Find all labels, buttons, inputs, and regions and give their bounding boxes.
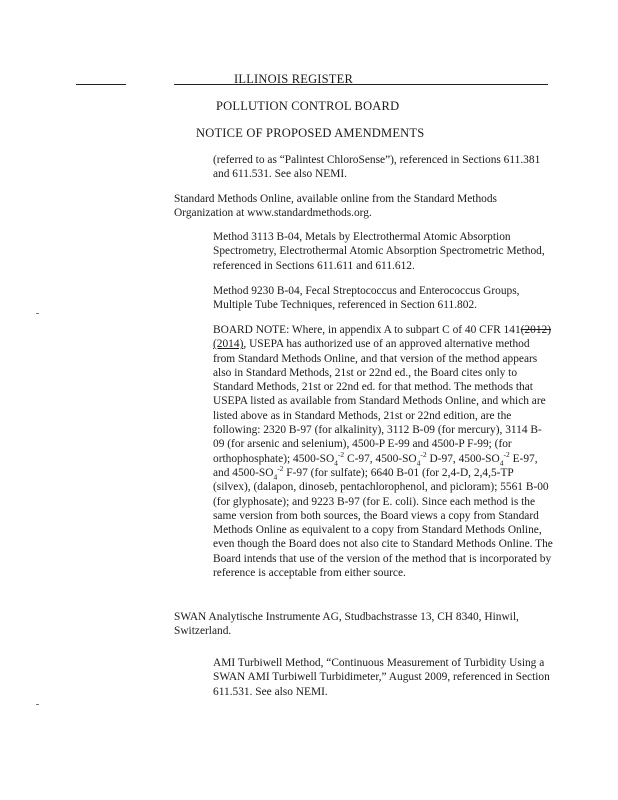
board-note-text-b: , USEPA has authorized use of an approved alternative method from Standard Methods Online, and that version of the method appears also in Standard Methods, 21st or 22nd ed., the Board cites only to Standard Methods, 21st or 22nd ed. for that method. The methods that USEPA listed as available from Standard Methods Online, and which are listed above as in Standard Methods, 21st or 22nd edition, are the following: 2320 B-97 (for alkalinity), 3112 B-09 (for mercury), 3114 B-09 (for arsenic and selenium), 4500-P E-99 and 4500-P F-99; (for orthophosphate); 4500-SO (213, 338, 546, 465)
board-note-text-e: E-97, and 4500-SO (213, 452, 538, 479)
paragraph-chlorosense: (referred to as “Palintest ChloroSense”), referenced in Sections 611.381 and 611.531. See also NEMI. (213, 154, 541, 181)
superscript-minus-2: -2 (503, 449, 510, 459)
scan-speck (36, 313, 39, 314)
superscript-minus-2: -2 (337, 449, 345, 459)
superscript-minus-2: -2 (420, 449, 427, 459)
header-rule-left (76, 84, 126, 85)
notice-title: NOTICE OF PROPOSED AMENDMENTS (196, 126, 425, 140)
board-name: POLLUTION CONTROL BOARD (216, 99, 400, 113)
superscript-minus-2: -2 (277, 464, 284, 474)
subscript-4: 4 (334, 457, 338, 467)
paragraph-method-9230: Method 9230 B-04, Fecal Streptococcus and Enterococcus Groups, Multiple Tube Techniques, referenced in Section 611.802. (213, 285, 520, 312)
subscript-4: 4 (416, 457, 421, 467)
board-note-text-f: F-97 (for sulfate); 6640 B-01 (for 2,4-D, 2,4,5-TP (silvex), (dalapon, dinoseb, pentachlorophenol, and picloram); 5561 B-00 (for glyphosate); and 9223 B-97 (for E. coli). Since each method is the same version from both sources, the Board views a copy from Standard Methods Online as equivalent to a copy from Standard Methods Online, even though the Board does not also cite to Standard Methods Online. The Board intends that use of the version of the method that is incorporated by reference is acceptable from either source. (213, 466, 553, 580)
scan-speck (36, 704, 39, 705)
deleted-year: (2012) (520, 324, 552, 336)
header-rule (174, 84, 548, 85)
register-title: ILLINOIS REGISTER (234, 72, 354, 86)
board-note (213, 323, 553, 580)
subscript-4: 4 (273, 472, 278, 482)
subscript-4: 4 (499, 457, 504, 467)
board-note-text-d: D-97, 4500-SO (426, 452, 500, 465)
paragraph-standard-methods-online: Standard Methods Online, available online from the Standard Methods Organization at www.standardmethods.org. (174, 193, 497, 220)
board-note-text-c: C-97, 4500-SO (344, 452, 417, 465)
inserted-year: (2014) (213, 338, 244, 351)
paragraph-ami-turbiwell: AMI Turbiwell Method, “Continuous Measurement of Turbidity Using a SWAN AMI Turbiwell Turbidimeter,” August 2009, referenced in Section 611.531. See also NEMI. (213, 657, 550, 698)
paragraph-swan-address: SWAN Analytische Instrumente AG, Studbachstrasse 13, CH 8340, Hinwil, Switzerland. (174, 611, 519, 638)
board-note-text-a: BOARD NOTE: Where, in appendix A to subpart C of 40 CFR 141 (213, 324, 521, 336)
paragraph-method-3113: Method 3113 B-04, Metals by Electrothermal Atomic Absorption Spectrometry, Electrothermal Atomic Absorption Spectrometric Method, referenced in Sections 611.611 and 611.612. (213, 231, 545, 272)
